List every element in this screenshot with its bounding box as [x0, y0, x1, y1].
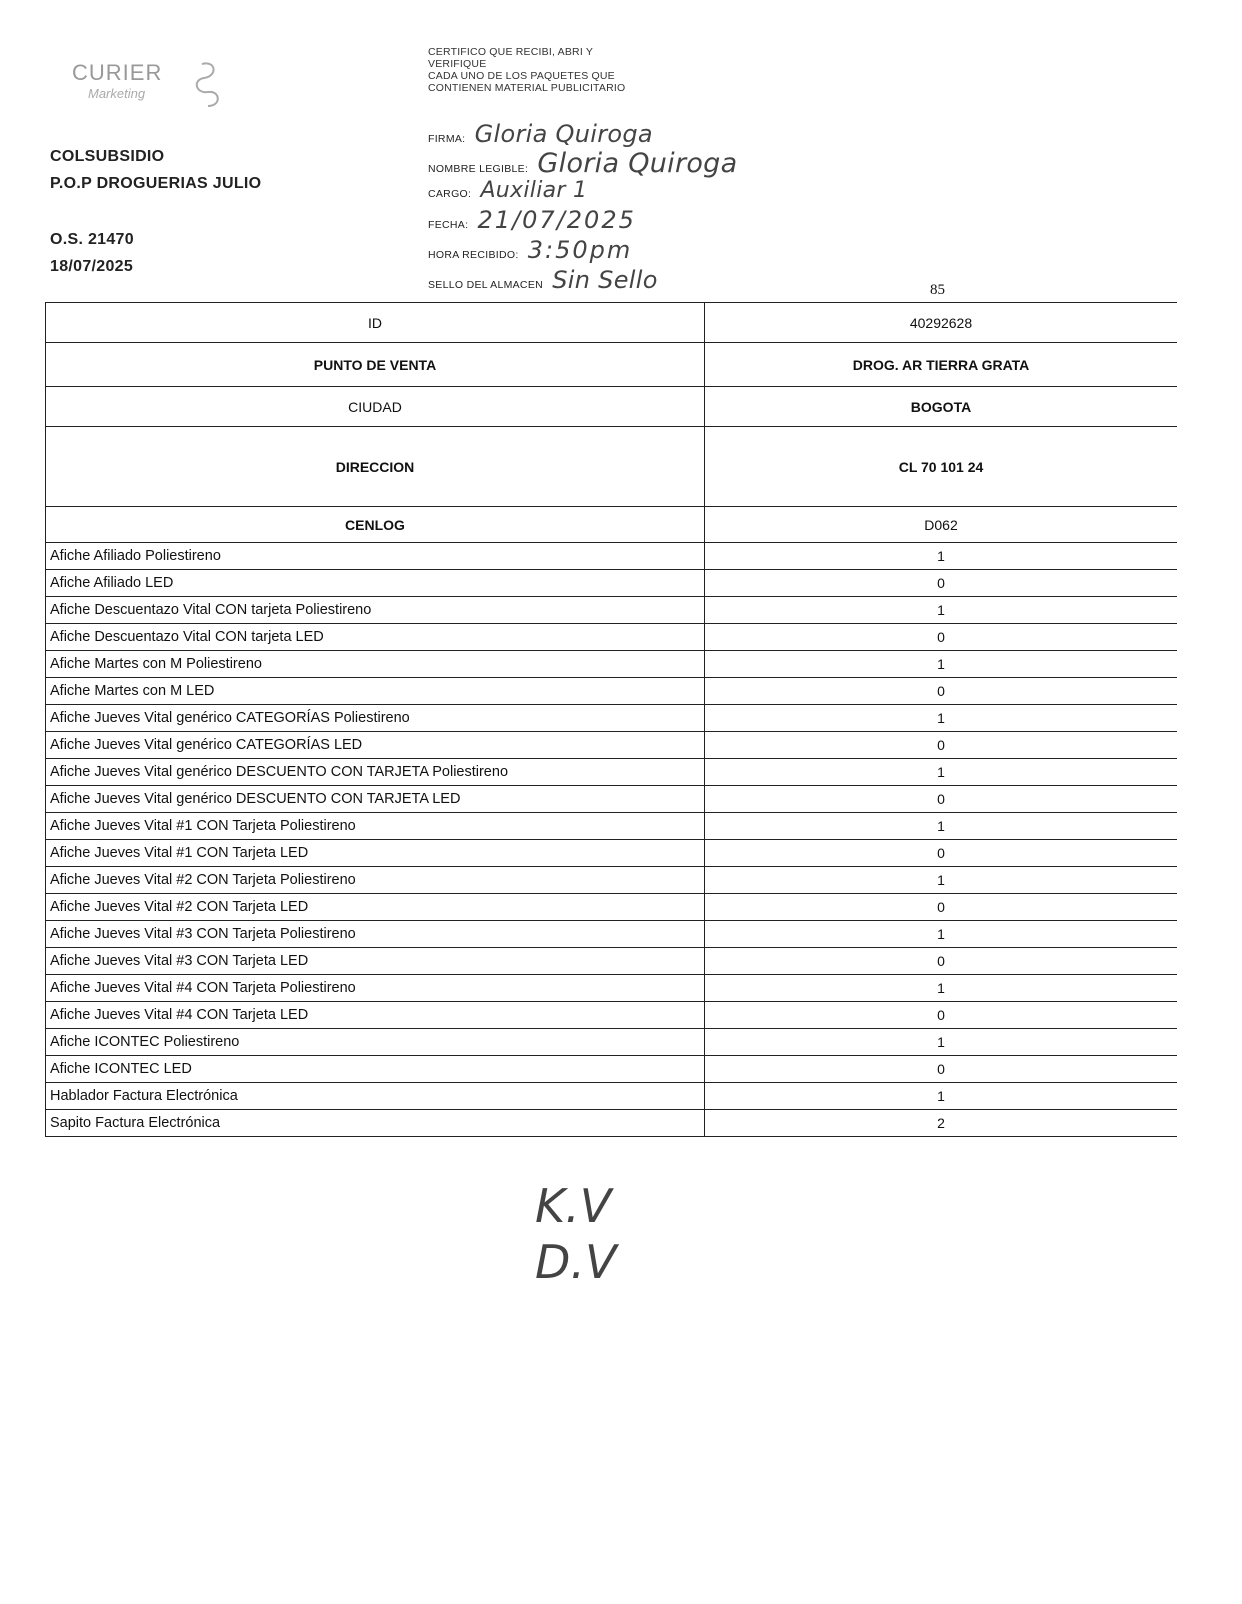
logo-word: CURIER — [72, 60, 163, 85]
item-name: Afiche Afiliado Poliestireno — [46, 543, 705, 570]
item-quantity: 0 — [705, 678, 1178, 705]
field-label: NOMBRE LEGIBLE: — [428, 163, 529, 175]
page-number: 85 — [930, 282, 945, 298]
item-row — [46, 1029, 1178, 1056]
item-row — [46, 732, 1178, 759]
item-name: Afiche Jueves Vital #4 CON Tarjeta Poliestireno — [46, 975, 705, 1002]
item-row — [46, 786, 1178, 813]
item-row — [46, 1056, 1178, 1083]
item-name: Hablador Factura Electrónica — [46, 1083, 705, 1110]
item-row — [46, 840, 1178, 867]
item-quantity: 1 — [705, 1083, 1178, 1110]
item-quantity: 0 — [705, 570, 1178, 597]
item-quantity: 1 — [705, 705, 1178, 732]
header-row-city — [46, 387, 1178, 427]
item-quantity: 1 — [705, 813, 1178, 840]
certification-line: CERTIFICO QUE RECIBI, ABRI Y — [428, 46, 594, 58]
item-name: Afiche Jueves Vital #3 CON Tarjeta LED — [46, 948, 705, 975]
item-quantity: 1 — [705, 975, 1178, 1002]
item-name: Sapito Factura Electrónica — [46, 1110, 705, 1137]
initials-line: D.V — [535, 1235, 617, 1289]
item-name: Afiche Jueves Vital #1 CON Tarjeta LED — [46, 840, 705, 867]
item-name: Afiche Jueves Vital #3 CON Tarjeta Poliestireno — [46, 921, 705, 948]
item-row — [46, 921, 1178, 948]
header-value: DROG. AR TIERRA GRATA — [705, 343, 1178, 387]
item-quantity: 1 — [705, 921, 1178, 948]
header-row-id — [46, 303, 1178, 343]
header-value: CL 70 101 24 — [705, 427, 1178, 507]
item-name: Afiche Afiliado LED — [46, 570, 705, 597]
position-value: Auxiliar 1 — [480, 178, 588, 203]
header-row-cenlog — [46, 507, 1178, 543]
item-quantity: 1 — [705, 543, 1178, 570]
item-name: Afiche Jueves Vital #4 CON Tarjeta LED — [46, 1002, 705, 1029]
field-label: CARGO: — [428, 188, 472, 200]
field-label: FECHA: — [428, 219, 469, 231]
item-name: Afiche Descuentazo Vital CON tarjeta Poliestireno — [46, 597, 705, 624]
legible-name-value: Gloria Quiroga — [537, 148, 738, 179]
signature-field — [428, 120, 653, 148]
item-rows — [46, 543, 1178, 1137]
header-row-point-of-sale — [46, 343, 1178, 387]
item-row — [46, 1083, 1178, 1110]
initials-line: K.V — [535, 1179, 612, 1233]
header-label: ID — [46, 303, 705, 343]
item-name: Afiche Jueves Vital genérico DESCUENTO CON TARJETA Poliestireno — [46, 759, 705, 786]
sender-date: 18/07/2025 — [50, 258, 134, 275]
time-received-value: 3:50pm — [527, 236, 633, 264]
header-label: PUNTO DE VENTA — [46, 343, 705, 387]
item-name: Afiche Jueves Vital #2 CON Tarjeta LED — [46, 894, 705, 921]
header-value: 40292628 — [705, 303, 1178, 343]
signature-value: Gloria Quiroga — [474, 120, 653, 148]
item-row — [46, 813, 1178, 840]
item-row — [46, 867, 1178, 894]
item-row — [46, 678, 1178, 705]
item-quantity: 0 — [705, 948, 1178, 975]
item-row — [46, 1002, 1178, 1029]
item-name: Afiche ICONTEC LED — [46, 1056, 705, 1083]
header-label: DIRECCION — [46, 427, 705, 507]
item-quantity: 1 — [705, 1029, 1178, 1056]
item-name: Afiche Jueves Vital genérico CATEGORÍAS LED — [46, 732, 705, 759]
header-label: CENLOG — [46, 507, 705, 543]
position-field — [428, 178, 587, 203]
item-name: Afiche Jueves Vital #1 CON Tarjeta Poliestireno — [46, 813, 705, 840]
item-name: Afiche Martes con M Poliestireno — [46, 651, 705, 678]
service-order: O.S. 21470 — [50, 231, 134, 248]
item-quantity: 0 — [705, 624, 1178, 651]
sender-company: COLSUBSIDIO — [50, 148, 165, 165]
logo-subtitle: Marketing — [88, 86, 146, 101]
item-name: Afiche Jueves Vital genérico CATEGORÍAS Poliestireno — [46, 705, 705, 732]
certification-text — [428, 46, 728, 94]
legible-name-field — [428, 148, 737, 179]
logo-mark-icon — [190, 58, 226, 110]
item-row — [46, 597, 1178, 624]
item-quantity: 0 — [705, 786, 1178, 813]
sender-campaign: P.O.P DROGUERIAS JULIO — [50, 175, 262, 192]
item-quantity: 0 — [705, 840, 1178, 867]
item-row — [46, 1110, 1178, 1137]
item-row — [46, 705, 1178, 732]
field-label: FIRMA: — [428, 133, 466, 145]
item-row — [46, 759, 1178, 786]
time-received-field — [428, 236, 632, 264]
item-row — [46, 651, 1178, 678]
item-name: Afiche Martes con M LED — [46, 678, 705, 705]
date-field — [428, 206, 636, 234]
header-label: CIUDAD — [46, 387, 705, 427]
item-quantity: 0 — [705, 1056, 1178, 1083]
item-name: Afiche Descuentazo Vital CON tarjeta LED — [46, 624, 705, 651]
company-logo — [72, 56, 232, 114]
store-stamp-value: Sin Sello — [552, 266, 658, 294]
item-quantity: 0 — [705, 894, 1178, 921]
item-quantity: 1 — [705, 867, 1178, 894]
item-quantity: 0 — [705, 1002, 1178, 1029]
delivery-table — [45, 302, 1177, 1137]
item-quantity: 0 — [705, 732, 1178, 759]
item-row — [46, 543, 1178, 570]
header-value: BOGOTA — [705, 387, 1178, 427]
item-name: Afiche Jueves Vital #2 CON Tarjeta Poliestireno — [46, 867, 705, 894]
store-stamp-field — [428, 266, 658, 294]
item-name: Afiche ICONTEC Poliestireno — [46, 1029, 705, 1056]
certification-line: CADA UNO DE LOS PAQUETES QUE — [428, 70, 615, 82]
header-row-address — [46, 427, 1178, 507]
item-row — [46, 948, 1178, 975]
item-quantity: 2 — [705, 1110, 1178, 1137]
item-row — [46, 624, 1178, 651]
item-quantity: 1 — [705, 759, 1178, 786]
header-value: D062 — [705, 507, 1178, 543]
handwritten-initials — [535, 1178, 617, 1290]
item-quantity: 1 — [705, 597, 1178, 624]
item-row — [46, 975, 1178, 1002]
field-label: SELLO DEL ALMACEN — [428, 279, 544, 291]
item-quantity: 1 — [705, 651, 1178, 678]
item-row — [46, 894, 1178, 921]
item-row — [46, 570, 1178, 597]
certification-line: VERIFIQUE — [428, 58, 487, 70]
date-value: 21/07/2025 — [477, 206, 636, 234]
certification-line: CONTIENEN MATERIAL PUBLICITARIO — [428, 82, 626, 94]
field-label: HORA RECIBIDO: — [428, 249, 519, 261]
item-name: Afiche Jueves Vital genérico DESCUENTO CON TARJETA LED — [46, 786, 705, 813]
